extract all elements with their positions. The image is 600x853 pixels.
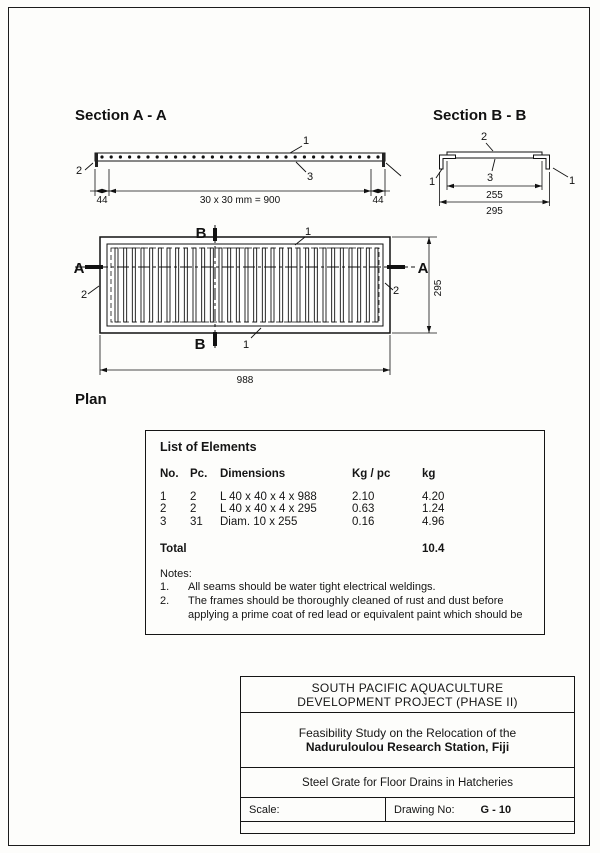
note-text: All seams should be water tight electrical weldings. <box>188 581 436 594</box>
title-block <box>240 676 575 834</box>
callout-2-left: 2 <box>80 289 88 301</box>
drawing-number-cell <box>386 798 574 821</box>
element-row <box>160 491 530 504</box>
bar-dot <box>128 155 131 158</box>
bar-dot <box>330 155 333 158</box>
empty-row <box>241 822 574 833</box>
project-line-2: DEVELOPMENT PROJECT (PHASE II) <box>297 694 518 709</box>
section-bb-heading: Section B - B <box>433 107 527 124</box>
dimension-lines <box>90 169 390 196</box>
cell: 2 <box>160 503 167 516</box>
bar-dot <box>119 155 122 158</box>
cell: 0.16 <box>352 515 375 528</box>
cell: 4.96 <box>422 515 445 528</box>
bar-dot <box>183 155 186 158</box>
note-row <box>160 595 530 621</box>
bar-dot <box>248 155 251 158</box>
bar-dot <box>165 155 168 158</box>
cell: 3 <box>160 515 167 528</box>
study-line-2: Naduruloulou Research Station, Fiji <box>305 740 510 754</box>
bar-dot <box>349 155 352 158</box>
cell: 2.10 <box>352 490 375 503</box>
note-text: The frames should be thoroughly cleaned of rust and dust before applying a prime coat of red lead or equivalent paint which should be <box>188 595 523 621</box>
callout-3: 3 <box>306 171 314 183</box>
cell: 0.63 <box>352 503 375 516</box>
bar-dot <box>340 155 343 158</box>
callout-1: 1 <box>302 135 310 147</box>
right-frame-angle <box>534 155 550 169</box>
bar-dot <box>367 155 370 158</box>
plan-drawing <box>55 222 475 394</box>
bar-dot <box>156 155 159 158</box>
bar-dot <box>321 155 324 158</box>
left-end-angle <box>95 153 98 167</box>
cell: L 40 x 40 x 4 x 295 <box>220 503 317 516</box>
elements-title: List of Elements <box>160 440 257 454</box>
right-end-angle <box>382 153 385 167</box>
bar-dot <box>303 155 306 158</box>
section-mark-b-top: B <box>195 225 207 242</box>
project-line-1: SOUTH PACIFIC AQUACULTURE <box>311 680 504 695</box>
cell: 1.24 <box>422 503 445 516</box>
drawing-no-label: Drawing No: <box>394 803 455 816</box>
total-row <box>160 543 530 556</box>
note-number: 2. <box>160 595 170 608</box>
col-kg: kg <box>422 468 436 480</box>
bar-dot <box>257 155 260 158</box>
scale-label: Scale: <box>241 798 386 821</box>
callout-2: 2 <box>480 131 488 143</box>
bar-dot <box>146 155 149 158</box>
col-no: No. <box>160 468 179 480</box>
bar-dot <box>294 155 297 158</box>
bar-dot <box>192 155 195 158</box>
elements-header-row <box>160 468 530 481</box>
bar-dot <box>266 155 269 158</box>
bar-dot <box>110 155 113 158</box>
callout-1-left: 1 <box>428 176 436 188</box>
callout-3: 3 <box>486 172 494 184</box>
dim-255: 255 <box>486 190 503 201</box>
element-row <box>160 503 530 516</box>
bar-dot <box>202 155 205 158</box>
section-mark-b-bottom: B <box>194 336 206 353</box>
cell: 2 <box>190 503 197 516</box>
element-row <box>160 516 530 529</box>
study-line-1: Feasibility Study on the Relocation of the <box>298 726 517 740</box>
cell: Diam. 10 x 255 <box>220 515 298 528</box>
section-aa-heading: Section A - A <box>75 107 167 124</box>
callout-1-top: 1 <box>304 226 312 238</box>
bar-dot <box>358 155 361 158</box>
callout-2-right: 2 <box>392 285 400 297</box>
note-row <box>160 581 530 594</box>
cell: 31 <box>190 515 203 528</box>
section-bb-drawing <box>422 128 588 224</box>
project-name <box>241 677 574 713</box>
list-of-elements <box>145 430 545 635</box>
left-frame-angle <box>440 155 456 169</box>
dim-bar-spacing: 30 x 30 mm = 900 <box>199 195 281 206</box>
col-pc: Pc. <box>190 468 208 480</box>
bar-dot <box>211 155 214 158</box>
scale-row <box>241 798 574 822</box>
cell: 4.20 <box>422 490 445 503</box>
cell: 1 <box>160 490 167 503</box>
study-name <box>241 713 574 768</box>
bar-dot <box>238 155 241 158</box>
total-label: Total <box>160 542 187 555</box>
col-kg-pc: Kg / pc <box>352 468 391 480</box>
bar-dot <box>284 155 287 158</box>
drawing-no-value: G - 10 <box>480 803 512 816</box>
callout-1-bottom: 1 <box>242 339 250 351</box>
note-number: 1. <box>160 581 170 594</box>
bar-dot <box>137 155 140 158</box>
top-plate <box>447 152 542 158</box>
bar-dot <box>312 155 315 158</box>
callout-1-right: 1 <box>568 175 576 187</box>
bar-dot <box>376 155 379 158</box>
dim-988: 988 <box>236 375 254 386</box>
bar-dot <box>229 155 232 158</box>
spacer <box>352 543 422 556</box>
dim-295: 295 <box>486 206 503 217</box>
plan-heading: Plan <box>75 391 107 408</box>
dim-44-right: 44 <box>372 195 384 206</box>
bar-dot <box>100 155 103 158</box>
section-mark-a-right: A <box>417 260 429 277</box>
cell: 2 <box>190 490 197 503</box>
cell: L 40 x 40 x 4 x 988 <box>220 490 317 503</box>
dim-295: 295 <box>433 279 444 297</box>
bar-dot <box>220 155 223 158</box>
section-aa-drawing <box>60 133 420 218</box>
drawing-title-text: Steel Grate for Floor Drains in Hatcheries <box>302 776 513 789</box>
section-mark-a-left: A <box>73 260 85 277</box>
notes-label: Notes: <box>160 568 192 581</box>
total-value: 10.4 <box>422 542 445 555</box>
drawing-title <box>241 768 574 798</box>
bar-dot <box>174 155 177 158</box>
callout-2: 2 <box>75 165 83 177</box>
bar-dot <box>275 155 278 158</box>
dim-44-left: 44 <box>96 195 108 206</box>
col-dimensions: Dimensions <box>220 468 286 480</box>
